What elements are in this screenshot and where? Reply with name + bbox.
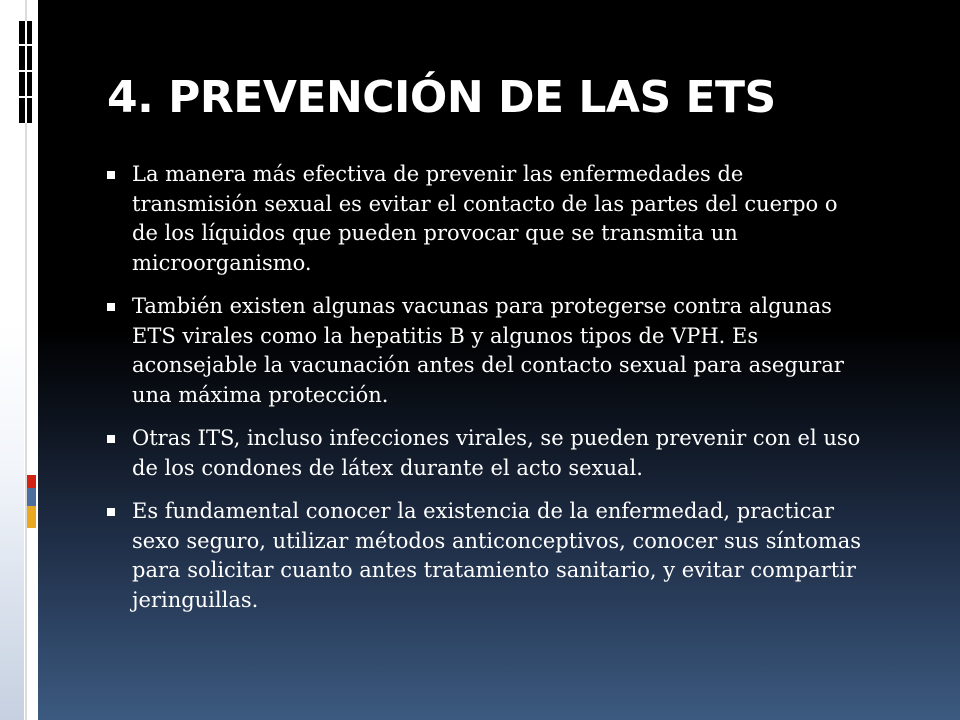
bullet-text: También existen algunas vacunas para protegerse contra algunas ETS virales como la hepatitis B y algunos tipos de VPH. Es aconsejable la vacunación antes del contacto sexual para asegurar una máxima protección. bbox=[132, 294, 844, 407]
bullet-list bbox=[105, 160, 865, 629]
grid-decoration-line bbox=[19, 44, 32, 46]
bullet-text: Otras ITS, incluso infecciones virales, se pueden prevenir con el uso de los condones de látex durante el acto sexual. bbox=[132, 426, 861, 480]
grid-decoration-line bbox=[19, 70, 32, 72]
square-bullet-icon bbox=[107, 171, 115, 179]
bullet-item bbox=[105, 424, 865, 483]
accent-bar-yellow bbox=[27, 506, 36, 528]
square-bullet-icon bbox=[107, 435, 115, 443]
grid-decoration-line bbox=[19, 96, 32, 98]
bullet-text: Es fundamental conocer la existencia de la enfermedad, practicar sexo seguro, utilizar métodos anticonceptivos, conocer sus síntomas para solicitar cuanto antes tratamiento sanitario, y evitar compartir jeringuillas. bbox=[132, 499, 862, 612]
grid-decoration-line bbox=[25, 21, 27, 123]
accent-bar-blue bbox=[27, 488, 36, 506]
slide-title: 4. PREVENCIÓN DE LAS ETS bbox=[107, 72, 776, 123]
bullet-item bbox=[105, 160, 865, 278]
square-bullet-icon bbox=[107, 303, 115, 311]
bullet-text: La manera más efectiva de prevenir las enfermedades de transmisión sexual es evitar el contacto de las partes del cuerpo o de los líquidos que pueden provocar que se transmita un microorganismo. bbox=[132, 162, 838, 275]
bullet-item bbox=[105, 292, 865, 410]
square-bullet-icon bbox=[107, 508, 115, 516]
bullet-item bbox=[105, 497, 865, 615]
accent-bar-red bbox=[27, 475, 36, 489]
